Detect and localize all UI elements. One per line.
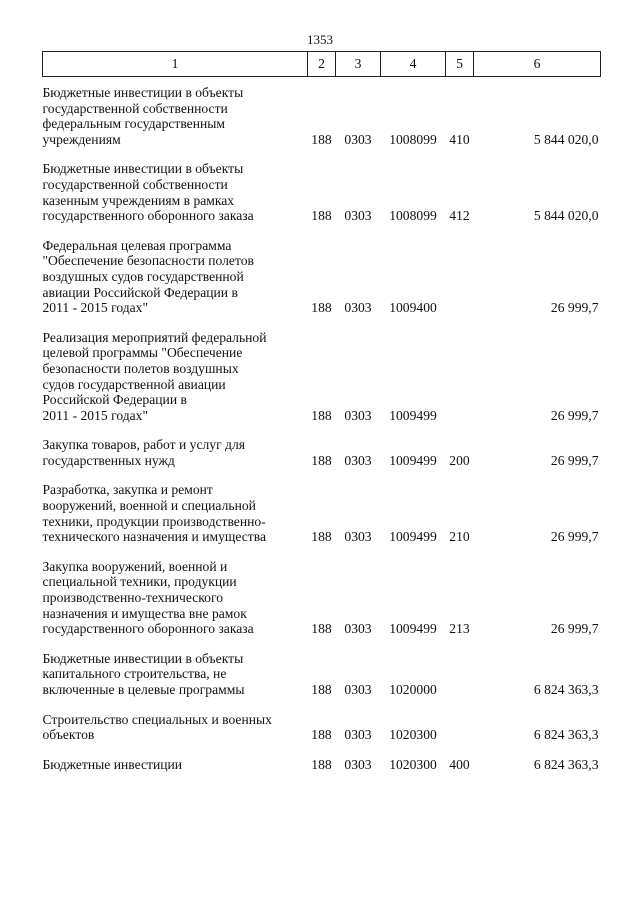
description-line: Бюджетные инвестиции (42, 756, 183, 772)
ministry-code: 188 (311, 621, 332, 637)
row-description (43, 743, 308, 773)
description-line: Реализация мероприятий федеральной (42, 329, 267, 345)
table-row (43, 545, 601, 637)
section-code: 0303 (344, 621, 372, 637)
expense-type-code: 412 (449, 208, 470, 224)
description-line: Российской Федерации в (42, 392, 187, 408)
description-line: техники, продукции производственно- (42, 513, 266, 529)
description-line: 2011 - 2015 годах" (42, 407, 149, 423)
row-description (43, 147, 308, 223)
description-line: капитального строительства, не (42, 666, 227, 682)
description-line: воздушных судов государственной (42, 268, 244, 284)
target-article-code: 1009499 (389, 621, 437, 637)
target-article-code: 1009499 (389, 407, 437, 423)
ministry-code: 188 (311, 300, 332, 316)
table-body (43, 77, 601, 773)
ministry-code: 188 (311, 682, 332, 697)
description-line: целевой программы "Обеспечение (42, 345, 243, 361)
target-article-code: 1008099 (389, 208, 437, 224)
ministry-code: 188 (311, 131, 332, 147)
description-line: безопасности полетов воздушных (42, 360, 239, 376)
description-line: Бюджетные инвестиции в объекты (42, 85, 244, 100)
budget-table (42, 51, 601, 772)
section-code: 0303 (344, 529, 372, 545)
description-line: Разработка, закупка и ремонт (42, 482, 213, 498)
description-line: производственно-технического (42, 590, 224, 606)
description-line: государственных нужд (42, 452, 175, 468)
target-article-code: 1009400 (389, 300, 437, 316)
section-code: 0303 (344, 682, 372, 697)
description-line: "Обеспечение безопасности полетов (42, 253, 254, 269)
row-description (43, 545, 308, 637)
amount-value: 26 999,7 (550, 407, 599, 423)
description-line: государственного оборонного заказа (42, 621, 254, 637)
amount-value: 6 824 363,3 (533, 756, 599, 772)
expense-type-code: 410 (449, 131, 470, 147)
table-row (43, 224, 601, 316)
description-line: государственной собственности (42, 176, 228, 192)
amount-value: 26 999,7 (550, 300, 599, 316)
ministry-code: 188 (311, 208, 332, 224)
ministry-code: 188 (311, 529, 332, 545)
expense-type-code: 210 (449, 529, 470, 545)
section-code: 0303 (344, 756, 372, 772)
row-description (43, 77, 308, 148)
target-article-code: 1020300 (389, 727, 437, 743)
description-line: судов государственной авиации (42, 376, 226, 392)
expense-type-code (446, 316, 474, 424)
description-line: государственной собственности (42, 100, 228, 116)
page-number: 1353 (307, 32, 333, 47)
column-header-1: 1 (43, 52, 308, 77)
table-row (43, 147, 601, 223)
amount-value: 5 844 020,0 (533, 131, 599, 147)
ministry-code: 188 (311, 727, 332, 743)
description-line: учреждениям (42, 131, 121, 147)
description-line: технического назначения и имущества (42, 529, 266, 545)
description-line: федеральным государственным (42, 116, 225, 132)
expense-type-code: 213 (449, 621, 470, 637)
description-line: объектов (42, 727, 95, 743)
column-header-4: 4 (381, 52, 446, 77)
ministry-code: 188 (311, 407, 332, 423)
row-description (43, 316, 308, 424)
row-description (43, 224, 308, 316)
description-line: включенные в целевые программы (42, 682, 245, 697)
expense-type-code: 400 (449, 756, 470, 772)
section-code: 0303 (344, 452, 372, 468)
section-code: 0303 (344, 727, 372, 743)
section-code: 0303 (344, 131, 372, 147)
target-article-code: 1008099 (389, 131, 437, 147)
description-line: авиации Российской Федерации в (42, 284, 238, 300)
section-code: 0303 (344, 300, 372, 316)
description-line: Строительство специальных и военных (42, 711, 272, 727)
table-row (43, 468, 601, 544)
table-row (43, 698, 601, 743)
row-description (43, 698, 308, 743)
table-row (43, 316, 601, 424)
table-row (43, 637, 601, 698)
amount-value: 26 999,7 (550, 529, 599, 545)
column-header-2: 2 (308, 52, 336, 77)
section-code: 0303 (344, 208, 372, 224)
table-row (43, 743, 601, 773)
expense-type-code: 200 (449, 452, 470, 468)
column-header-5: 5 (446, 52, 474, 77)
description-line: Бюджетные инвестиции в объекты (42, 650, 244, 666)
table-row (43, 423, 601, 468)
row-description (43, 423, 308, 468)
description-line: специальной техники, продукции (42, 574, 237, 590)
description-line: назначения и имущества вне рамок (42, 605, 247, 621)
row-description (43, 468, 308, 544)
ministry-code: 188 (311, 452, 332, 468)
column-header-6: 6 (474, 52, 601, 77)
table-row (43, 77, 601, 148)
ministry-code: 188 (311, 756, 332, 772)
expense-type-code (446, 698, 474, 743)
amount-value: 6 824 363,3 (533, 727, 599, 743)
description-line: казенным учреждениям в рамках (42, 192, 235, 208)
description-line: государственного оборонного заказа (42, 208, 254, 224)
expense-type-code (446, 637, 474, 698)
amount-value: 26 999,7 (550, 452, 599, 468)
description-line: Бюджетные инвестиции в объекты (42, 161, 244, 177)
row-description (43, 637, 308, 698)
target-article-code: 1020000 (389, 682, 437, 697)
target-article-code: 1009499 (389, 529, 437, 545)
description-line: Федеральная целевая программа (42, 237, 232, 253)
amount-value: 5 844 020,0 (533, 208, 599, 224)
amount-value: 26 999,7 (550, 621, 599, 637)
column-header-3: 3 (336, 52, 381, 77)
amount-value: 6 824 363,3 (533, 682, 599, 697)
target-article-code: 1009499 (389, 452, 437, 468)
description-line: 2011 - 2015 годах" (42, 300, 149, 316)
section-code: 0303 (344, 407, 372, 423)
target-article-code: 1020300 (389, 756, 437, 772)
description-line: Закупка товаров, работ и услуг для (42, 437, 246, 453)
description-line: вооружений, военной и специальной (42, 498, 256, 514)
table-header-row (43, 52, 601, 77)
expense-type-code (446, 224, 474, 316)
description-line: Закупка вооружений, военной и (42, 558, 228, 574)
